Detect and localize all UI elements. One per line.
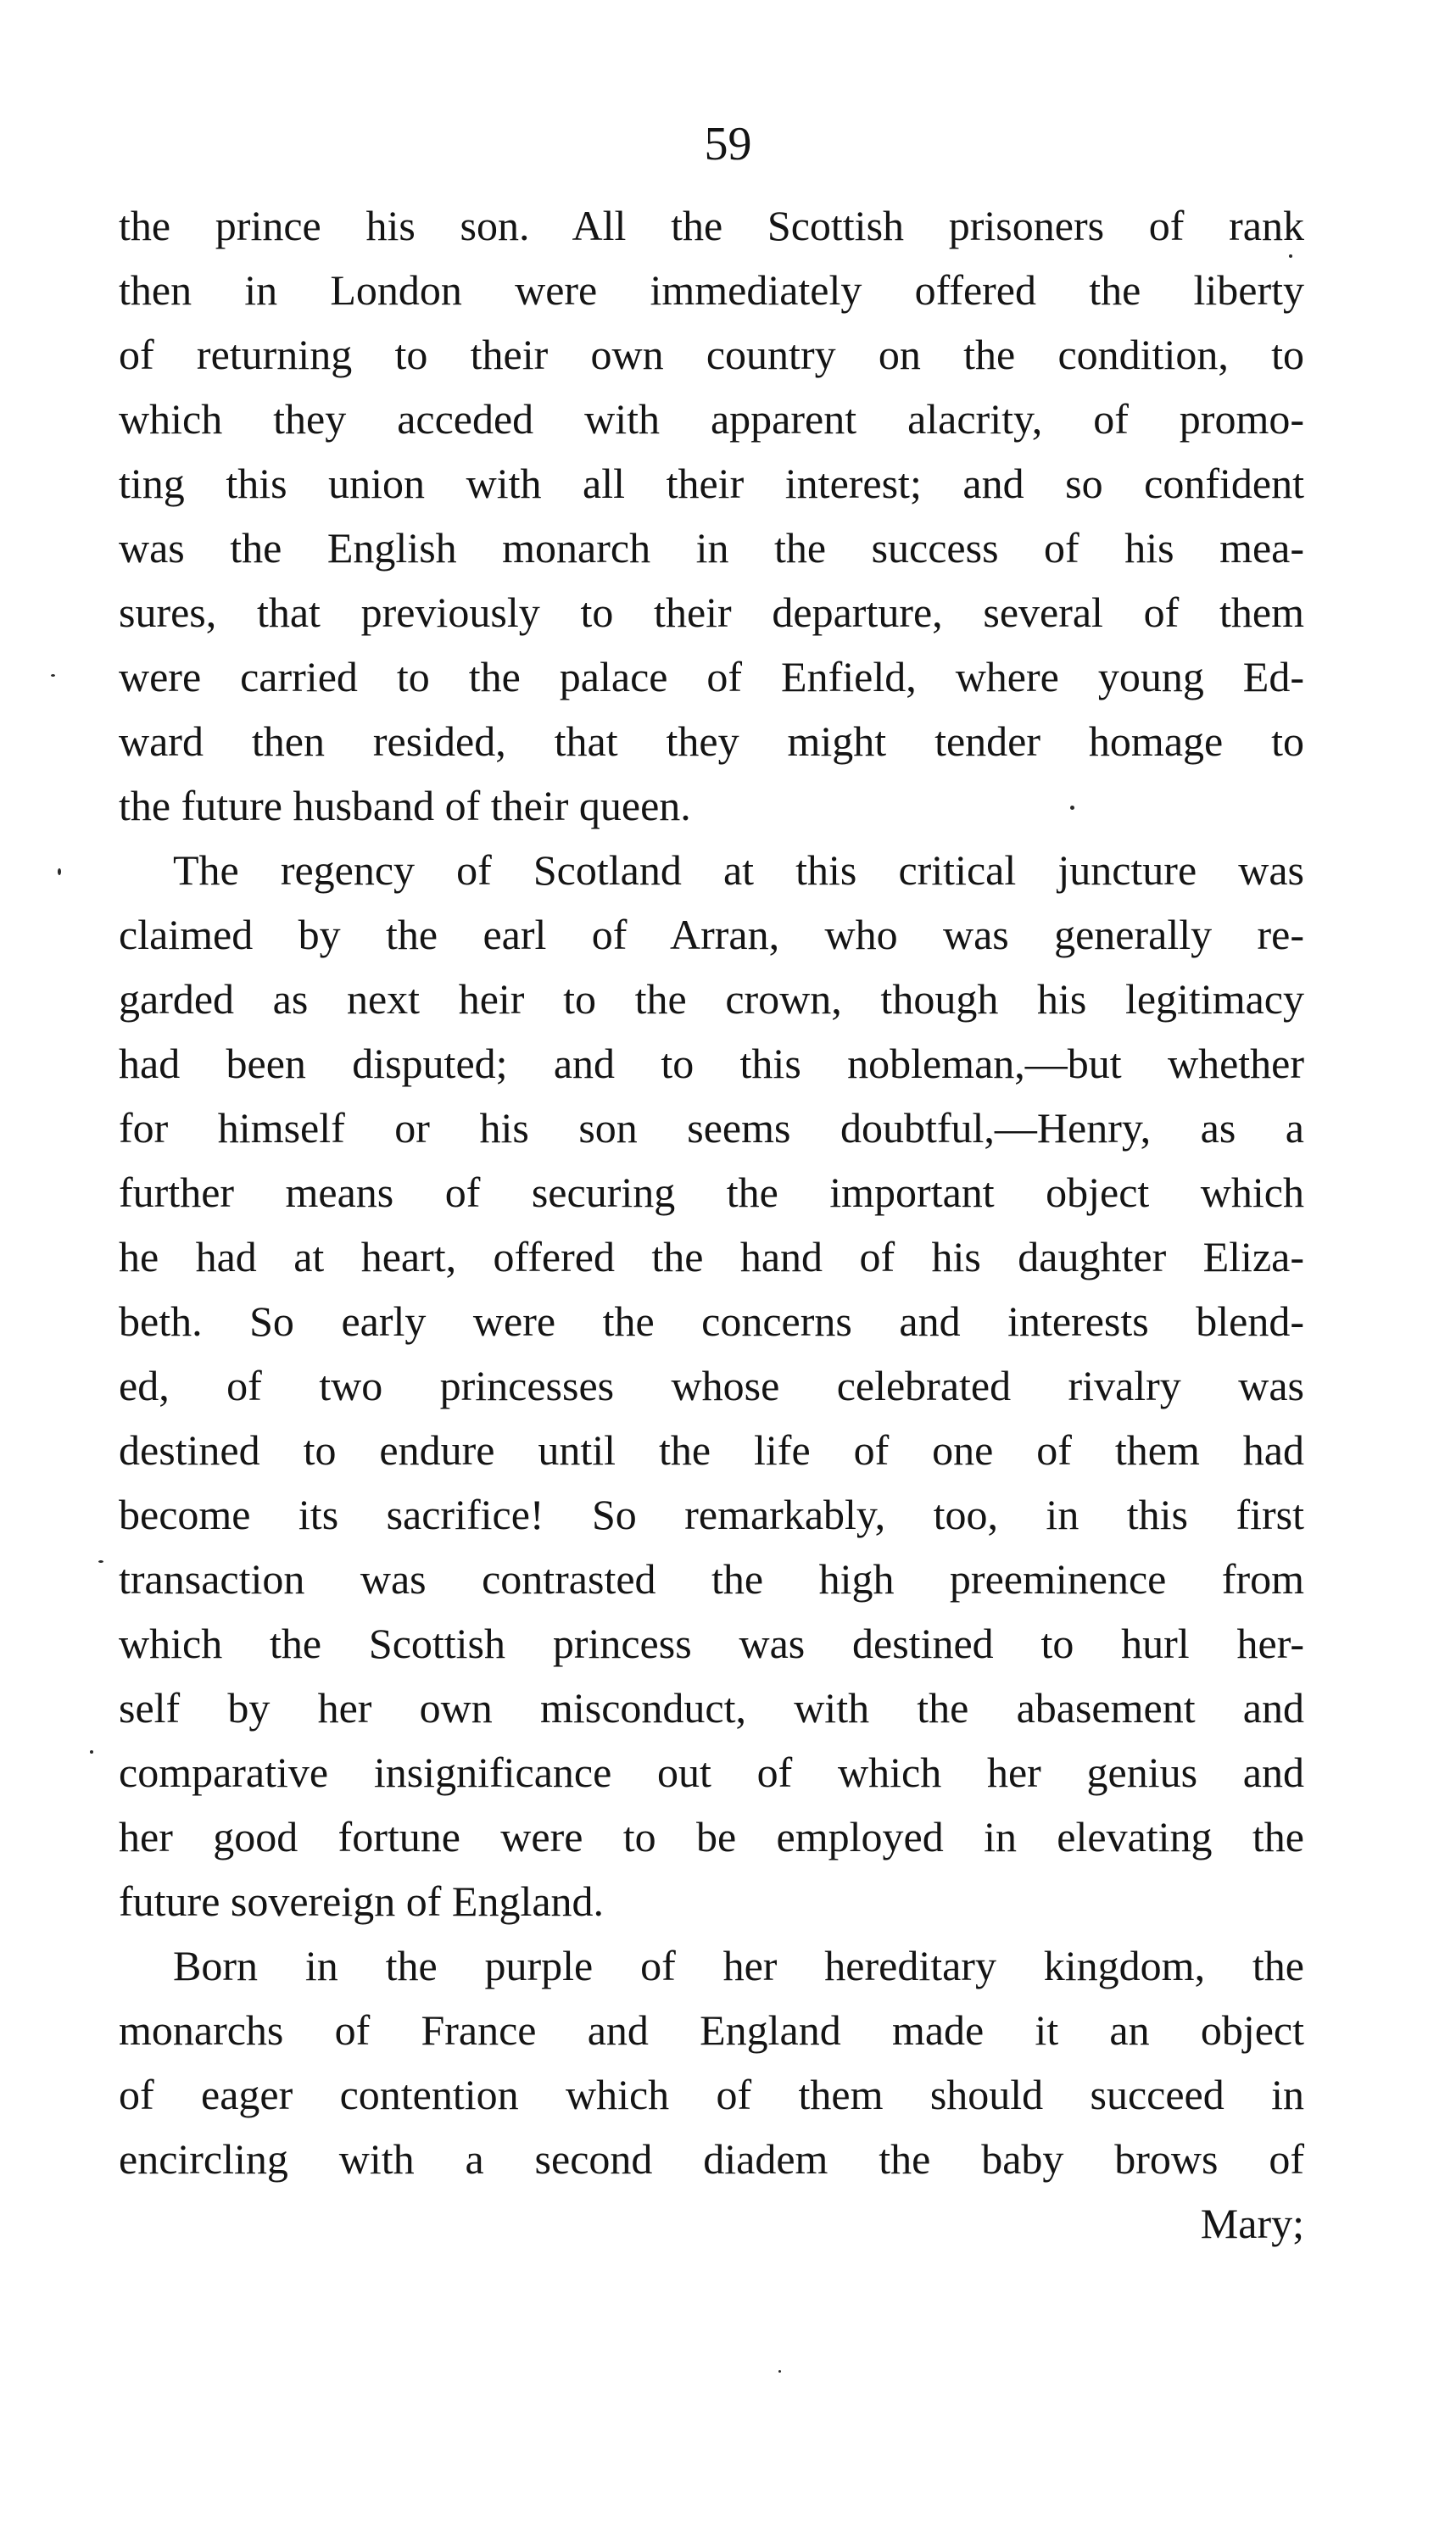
catchword: Mary; [1200, 2200, 1304, 2247]
text-line: beth. So early were the concerns and interests blend- [119, 1297, 1304, 1345]
text-line: her good fortune were to be employed in elevating the [119, 1813, 1304, 1860]
margin-speck [1070, 806, 1074, 810]
body-text [119, 193, 1304, 2256]
text-line: were carried to the palace of Enfield, where young Ed- [119, 653, 1304, 700]
text-line: the future husband of their queen. [119, 782, 691, 829]
text-line: Born in the purple of her hereditary kingdom, the [173, 1942, 1304, 1989]
text-line: ting this union with all their interest; and so confident [119, 460, 1304, 507]
text-line: encircling with a second diadem the baby brows of [119, 2135, 1304, 2183]
text-line: claimed by the earl of Arran, who was generally re- [119, 911, 1304, 958]
text-line: which the Scottish princess was destined to hurl her- [119, 1620, 1304, 1667]
text-line: had been disputed; and to this nobleman,—but whether [119, 1040, 1304, 1087]
margin-speck [58, 868, 61, 875]
margin-speck [98, 1560, 103, 1563]
text-line: garded as next heir to the crown, though his legitimacy [119, 975, 1304, 1023]
text-line: self by her own misconduct, with the abasement and [119, 1684, 1304, 1732]
text-line: future sovereign of England. [119, 1877, 605, 1925]
text-line: he had at heart, offered the hand of his daughter Eliza- [119, 1233, 1304, 1280]
text-line: destined to endure until the life of one of them had [119, 1426, 1304, 1474]
margin-speck [51, 674, 55, 677]
text-line: for himself or his son seems doubtful,—Henry, as a [119, 1104, 1304, 1152]
text-line: transaction was contrasted the high preeminence from [119, 1555, 1304, 1603]
text-line: then in London were immediately offered the liberty [119, 266, 1304, 314]
text-line: The regency of Scotland at this critical juncture was [173, 846, 1304, 894]
text-line: was the English monarch in the success of his mea- [119, 524, 1304, 572]
text-line: ed, of two princesses whose celebrated rivalry was [119, 1362, 1304, 1409]
text-line: sures, that previously to their departure, several of them [119, 589, 1304, 636]
paragraphs [119, 193, 1304, 2191]
text-line: further means of securing the important object which [119, 1169, 1304, 1216]
text-line: monarchs of France and England made it an object [119, 2006, 1304, 2054]
text-line: which they acceded with apparent alacrity, of promo- [119, 395, 1304, 443]
text-line: the prince his son. All the Scottish prisoners of rank [119, 202, 1304, 249]
text-line: ward then resided, that they might tender homage to [119, 717, 1304, 765]
margin-speck [778, 2370, 781, 2373]
text-line: comparative insignificance out of which her genius and [119, 1749, 1304, 1796]
margin-speck [1289, 254, 1292, 258]
text-line: become its sacrifice! So remarkably, too, in this first [119, 1491, 1304, 1538]
page-number: 59 [704, 118, 752, 170]
margin-speck [90, 1750, 93, 1754]
text-line: of returning to their own country on the condition, to [119, 331, 1304, 378]
text-line: of eager contention which of them should succeed in [119, 2071, 1304, 2118]
